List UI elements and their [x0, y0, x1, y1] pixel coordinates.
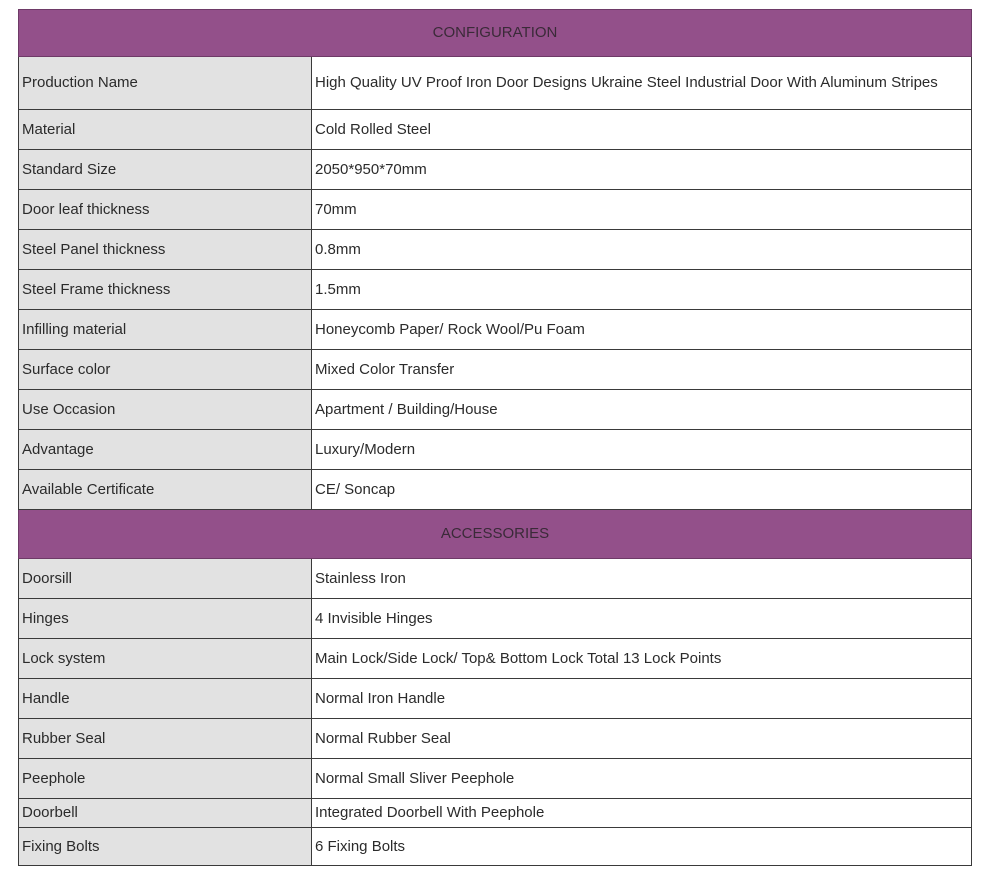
table-row: [19, 639, 972, 679]
row-value: Normal Small Sliver Peephole: [312, 759, 972, 799]
table-row: [19, 599, 972, 639]
row-label: Doorsill: [19, 559, 312, 599]
row-label: Hinges: [19, 599, 312, 639]
row-label: Standard Size: [19, 150, 312, 190]
table-row: [19, 190, 972, 230]
row-label: Handle: [19, 679, 312, 719]
table-row: [19, 230, 972, 270]
row-value: 70mm: [312, 190, 972, 230]
table-row: [19, 799, 972, 828]
row-value: Luxury/Modern: [312, 430, 972, 470]
table-row: [19, 679, 972, 719]
row-label: Rubber Seal: [19, 719, 312, 759]
row-label: Steel Frame thickness: [19, 270, 312, 310]
table-row: [19, 270, 972, 310]
spec-table: [18, 9, 972, 866]
section-header-row: [19, 510, 972, 559]
row-value: 1.5mm: [312, 270, 972, 310]
row-value: Honeycomb Paper/ Rock Wool/Pu Foam: [312, 310, 972, 350]
row-value: Stainless Iron: [312, 559, 972, 599]
section-title-configuration: CONFIGURATION: [19, 10, 972, 57]
row-value: Cold Rolled Steel: [312, 110, 972, 150]
row-label: Surface color: [19, 350, 312, 390]
row-label: Material: [19, 110, 312, 150]
table-row: [19, 470, 972, 510]
row-value: Apartment / Building/House: [312, 390, 972, 430]
row-label: Production Name: [19, 57, 312, 110]
table-row: [19, 759, 972, 799]
row-value: 6 Fixing Bolts: [312, 828, 972, 866]
table-row: [19, 719, 972, 759]
row-value: High Quality UV Proof Iron Door Designs Ukraine Steel Industrial Door With Aluminum Stripes: [312, 57, 972, 110]
table-row: [19, 150, 972, 190]
table-row: [19, 430, 972, 470]
row-label: Fixing Bolts: [19, 828, 312, 866]
row-value: Normal Rubber Seal: [312, 719, 972, 759]
row-label: Infilling material: [19, 310, 312, 350]
row-label: Door leaf thickness: [19, 190, 312, 230]
row-value: 0.8mm: [312, 230, 972, 270]
row-label: Advantage: [19, 430, 312, 470]
row-value: Normal Iron Handle: [312, 679, 972, 719]
table-row: [19, 57, 972, 110]
row-label: Doorbell: [19, 799, 312, 828]
row-label: Peephole: [19, 759, 312, 799]
table-row: [19, 310, 972, 350]
row-value: Mixed Color Transfer: [312, 350, 972, 390]
table-row: [19, 390, 972, 430]
table-row: [19, 350, 972, 390]
section-header-row: [19, 10, 972, 57]
row-value: Main Lock/Side Lock/ Top& Bottom Lock Total 13 Lock Points: [312, 639, 972, 679]
row-label: Use Occasion: [19, 390, 312, 430]
row-label: Available Certificate: [19, 470, 312, 510]
row-value: 2050*950*70mm: [312, 150, 972, 190]
row-value: Integrated Doorbell With Peephole: [312, 799, 972, 828]
row-value: 4 Invisible Hinges: [312, 599, 972, 639]
section-title-accessories: ACCESSORIES: [19, 510, 972, 559]
row-label: Steel Panel thickness: [19, 230, 312, 270]
table-row: [19, 110, 972, 150]
row-value: CE/ Soncap: [312, 470, 972, 510]
row-label: Lock system: [19, 639, 312, 679]
table-row: [19, 559, 972, 599]
table-row: [19, 828, 972, 866]
